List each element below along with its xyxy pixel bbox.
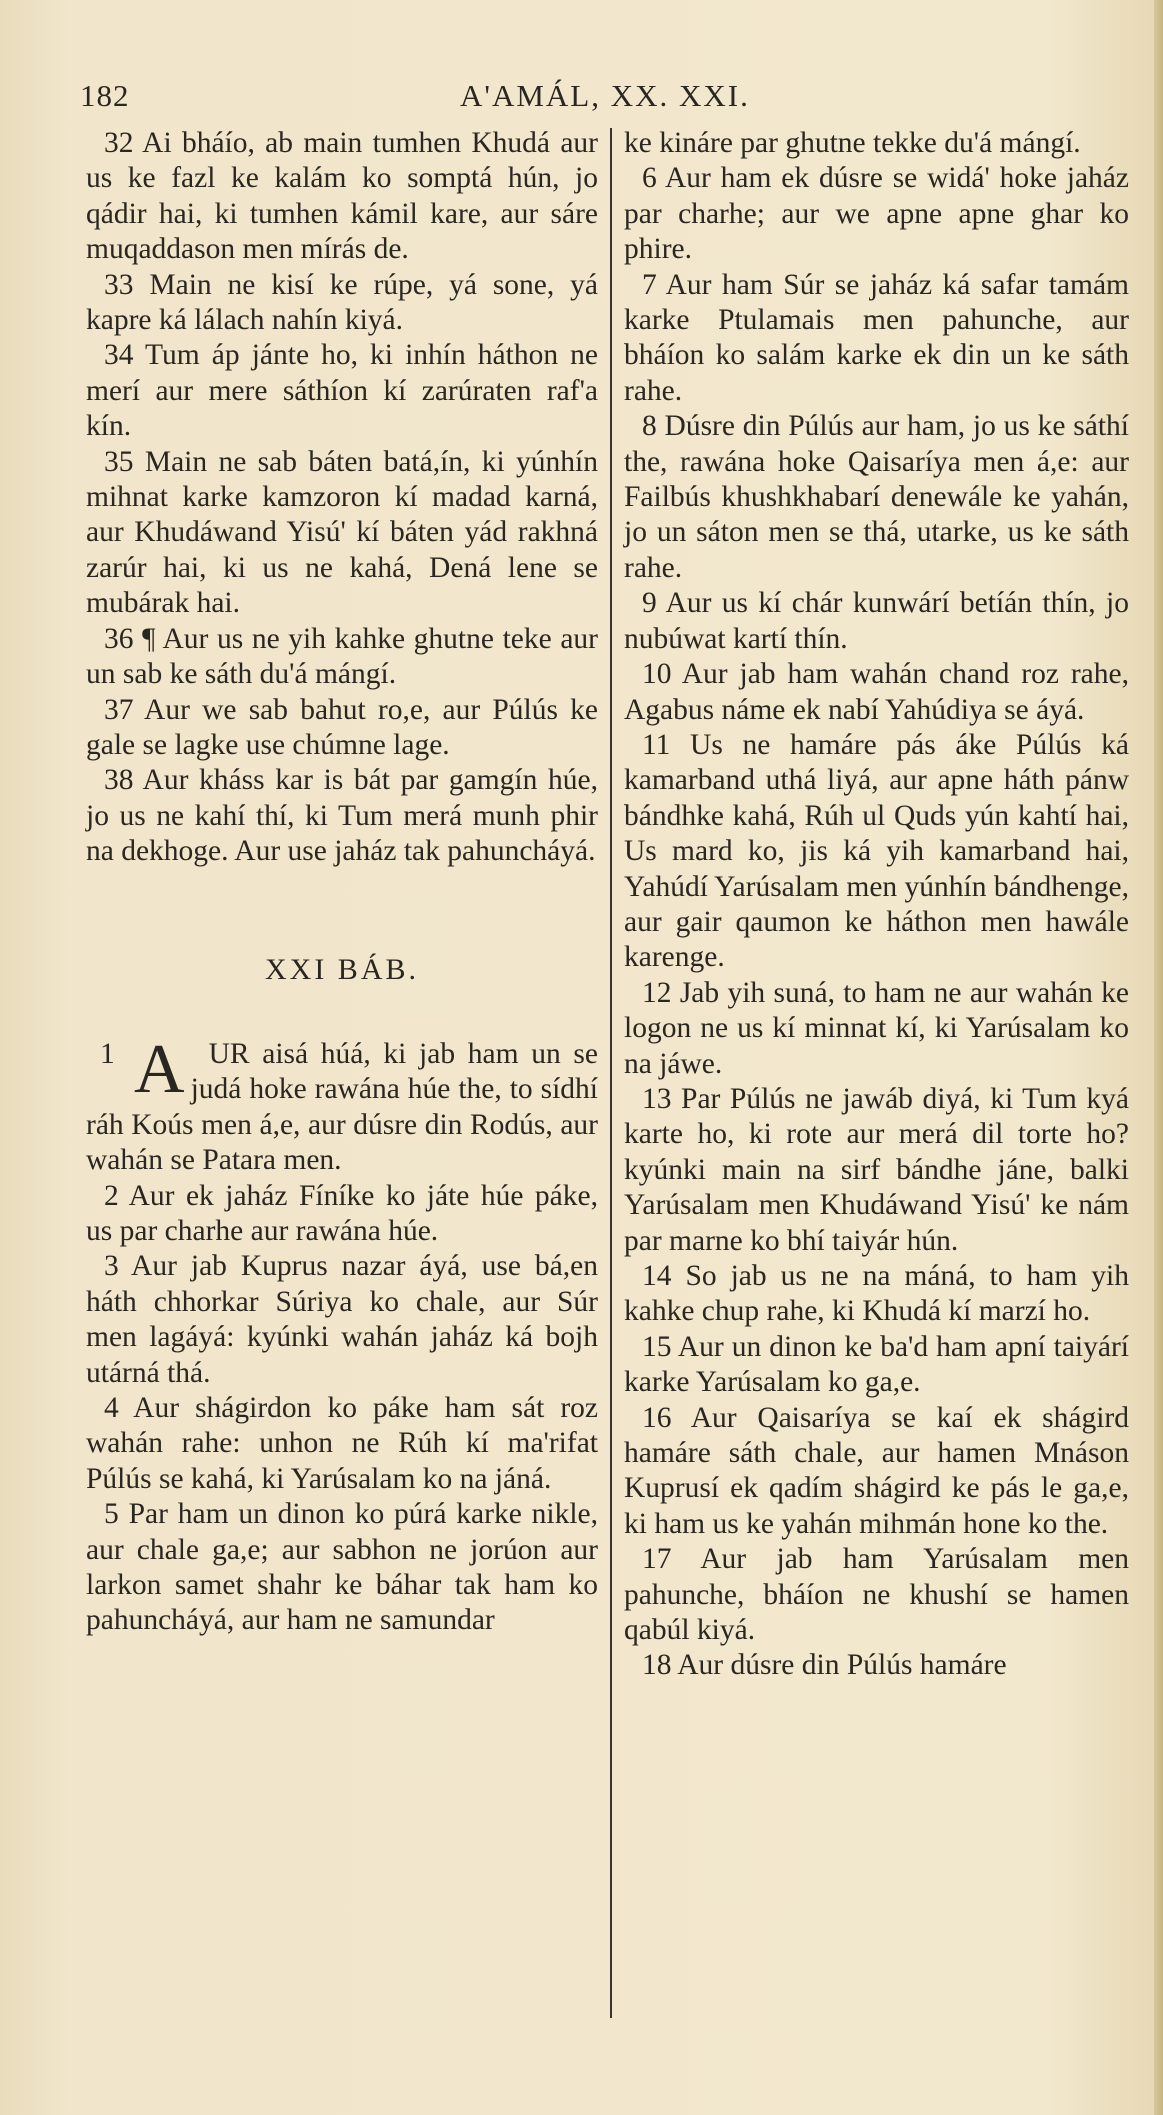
verse: 18 Aur dúsre din Púlús hamáre <box>642 1649 1007 1682</box>
verse: 17 Aur jab ham Yarúsalam men pahunche, bháíon ne khushí se hamen qabúl kiyá. <box>624 1543 1129 1647</box>
verse: 14 So jab us ne na máná, to ham yih kahke chup rahe, ki Khudá kí marzí ho. <box>624 1260 1129 1328</box>
verse: 36 ¶ Aur us ne yih kahke ghutne teke aur un sab ke sáth du'á mángí. <box>86 622 598 691</box>
verse: 32 Ai bháío, ab main tumhen Khudá aur us ke fazl ke kalám ko somptá hún, jo qádir hai, ki tumhen kámil kare, aur sáre muqaddason men mírás de. <box>86 127 598 266</box>
verse: 5 Par ham un dinon ko púrá karke nikle, aur chale ga,e; aur sabhon ne jorúon aur larkon samet shahr ke báhar tak ham ko pahuncháyá, aur ham ne samundar <box>86 1498 598 1637</box>
running-title: A'AMÁL, XX. XXI. <box>460 78 750 113</box>
verse-text: UR aisá húá, ki jab ham un se judá hoke rawána húe the, to sídhí ráh Koús men á,e, aur dúsre din Rodús, aur wahán se Patara men. <box>86 1037 598 1177</box>
verse: 4 Aur shágirdon ko páke ham sát roz wahán rahe: unhon ne Rúh kí ma'rifat Púlús se kahá, ki Yarúsalam ko na jáná. <box>86 1392 598 1495</box>
chapter-first-verse <box>86 1030 598 1179</box>
verse: ke kináre par ghutne tekke du'á mángí. <box>624 127 1081 159</box>
verse: 11 Us ne hamáre pás áke Púlús ká kamarband uthá liyá, aur apne háth pánw bándhke kahá, Rúh ul Quds yún kahtí hai, Us mard ko, jis ká yih kamarband hai, Yahúdí Yarúsalam men yúnhín bándhenge, aur gair qaumon ke háthon men hawále karenge. <box>624 728 1130 974</box>
verse: 2 Aur ek jaház Fíníke ko játe húe páke, us par charhe aur rawána húe. <box>86 1179 598 1247</box>
left-verses <box>86 126 598 870</box>
page-edge <box>1154 0 1163 2115</box>
verse: 35 Main ne sab báten batá,ín, ki yúnhín mihnat karke kamzoron kí madad karná, aur Khudáwand Yisú' kí báten yád rakhná zarúr hai, ki us ne kahá, Dená lene se mubárak hai. <box>86 445 598 620</box>
verse: 6 Aur ham ek dúsre se widá' hoke jaház par charhe; aur we apne apne ghar ko phire. <box>624 162 1129 266</box>
verse: 16 Aur Qaisaríya se kaí ek shágird hamáre sáth chale, aur hamen Mnáson Kuprusí ek qadím shágird ke pás le ga,e, ki ham us ke yahán mihmán hone ko the. <box>624 1401 1129 1540</box>
verse: 10 Aur jab ham wahán chand roz rahe, Agabus náme ek nabí Yahúdiya se áyá. <box>624 658 1129 726</box>
verse: 34 Tum áp jánte ho, ki inhín háthon ne merí aur mere sáthíon kí zarúraten raf'a kín. <box>86 339 598 443</box>
running-header <box>80 78 790 118</box>
verse: 3 Aur jab Kuprus nazar áyá, use bá,en háth chhorkar Súriya ko chale, aur Súr men lagáyá: kyúnki wahán jaház ká bojh utárná thá. <box>86 1250 598 1389</box>
verse-number: 1 <box>100 1037 115 1070</box>
verse: 9 Aur us kí chár kunwárí betíán thín, jo nubúwat kartí thín. <box>624 587 1129 655</box>
verse: 7 Aur ham Súr se jaház ká safar tamám karke Ptulamais men pahunche, aur bháíon ko salám karke ek din un ke sáth rahe. <box>624 268 1129 407</box>
verse: 38 Aur kháss kar is bát par gamgín húe, jo us ne kahí thí, ki Tum merá munh phir na dekhoge. Aur use jaház tak pahuncháyá. <box>86 764 598 868</box>
right-column <box>624 126 1129 1684</box>
left-column <box>86 126 598 1639</box>
column-divider <box>610 128 612 2018</box>
chapter-heading: XXI BÁB. <box>264 952 419 986</box>
verse: 8 Dúsre din Púlús aur ham, jo us ke sáthí the, rawána hoke Qaisaríya men á,e: aur Failbús khushkhabarí denewále ke yahán, jo un sáton men se thá, utarke, us ke sáth rahe. <box>624 410 1129 584</box>
verse: 37 Aur we sab bahut ro,e, aur Púlús ke gale se lagke use chúmne lage. <box>86 693 598 761</box>
drop-cap: A <box>134 1030 185 1108</box>
verse: 33 Main ne kisí ke rúpe, yá sone, yá kapre ká lálach nahín kiyá. <box>86 268 598 337</box>
verse: 12 Jab yih suná, to ham ne aur wahán ke logon ne us kí minnat kí, ki Yarúsalam ko na jáwe. <box>624 976 1129 1080</box>
verse: 13 Par Púlús ne jawáb diyá, ki Tum kyá karte ho, ki rote aur merá dil torte ho? kyúnki main na sirf bándhe jáne, balki Yarúsalam men Khudáwand Yisú' ke nám par marne ko bhí taiyár hún. <box>624 1082 1129 1257</box>
page-number: 182 <box>80 78 130 113</box>
verse: 15 Aur un dinon ke ba'd ham apní taiyárí karke Yarúsalam ko ga,e. <box>624 1330 1129 1399</box>
left-verses-after <box>86 1179 598 1639</box>
